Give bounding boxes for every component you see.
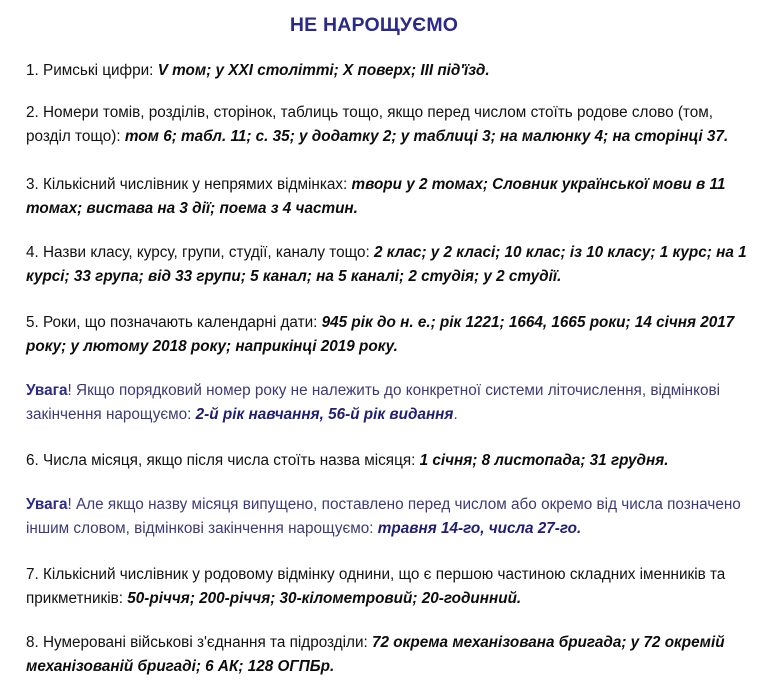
rule-item-5 [26, 311, 748, 358]
warning-examples: 2-й рік навчання, 56-й рік видання [195, 405, 454, 423]
warning-tail: . [453, 405, 458, 423]
rule-examples: 945 рік до н. е.; рік 1221; 1664, 1665 роки; 14 січня 2017 року; у лютому 2018 року; наприкінці 2019 року. [26, 314, 735, 355]
rule-examples: том 6; табл. 11; с. 35; у додатку 2; у таблиці 3; на малюнку 4; на сторінці 37. [124, 127, 729, 145]
rule-text: 2. Номери томів, розділів, сторінок, таблиць тощо, якщо перед числом стоїть родове слово (том, розділ тощо): [26, 104, 714, 145]
rule-item-3 [26, 173, 748, 220]
rule-examples: V том; у XXI столітті; X поверх; III під'їзд. [157, 62, 490, 79]
rule-text: 3. Кількісний числівник у непрямих відмінках: [26, 176, 352, 193]
warning-examples: травня 14-го, числа 27-го. [377, 519, 582, 537]
rule-examples: твори у 2 томах; Словник української мови в 11 томах; вистава на 3 дії; поема з 4 частин. [26, 176, 726, 217]
rule-examples: 50-річчя; 200-річчя; 30-кілометровий; 20-годинний. [127, 589, 522, 607]
rule-item-7 [26, 563, 748, 610]
rule-examples: 1 січня; 8 листопада; 31 грудня. [419, 452, 669, 469]
rule-text: 7. Кількісний числівник у родовому відмінку однини, що є першою частиною складних іменників та прикметників: [26, 566, 726, 607]
warning-text: ! Якщо порядковий номер року не належить до конкретної системи літочислення, відмінкові закінчення нарощуємо: [26, 382, 721, 423]
warning-label: Увага [26, 382, 68, 399]
rule-text: 1. Римські цифри: [26, 62, 158, 79]
warning-note-2 [26, 493, 748, 540]
page-title: НЕ НАРОЩУЄМО [289, 14, 459, 36]
rule-item-6 [26, 449, 748, 473]
rule-item-8 [26, 631, 748, 678]
warning-text: ! Але якщо назву місяця випущено, поставлено перед числом або окремо від числа позначено іншим словом, відмінкові закінчення нарощуємо: [26, 496, 741, 537]
rule-text: 5. Роки, що позначають календарні дати: [26, 314, 322, 331]
rule-text: 4. Назви класу, курсу, групи, студії, каналу тощо: [26, 244, 375, 261]
warning-note-1 [26, 379, 748, 426]
warning-label: Увага [26, 496, 68, 513]
rule-item-1 [26, 59, 748, 83]
rule-text: 8. Нумеровані військові з'єднання та підрозділи: [26, 634, 373, 651]
rule-item-4 [26, 241, 748, 288]
rule-text: 6. Числа місяця, якщо після числа стоїть назва місяця: [26, 452, 420, 469]
rule-item-2 [26, 101, 748, 148]
rule-examples: 72 окрема механізована бригада; у 72 окремій механізованій бригаді; 6 АК; 128 ОГПБр. [26, 634, 725, 675]
rule-examples: 2 клас; у 2 класі; 10 клас; із 10 класу; 1 курс; на 1 курсі; 33 група; від 33 групи; 5 канал; на 5 каналі; 2 студія; у 2 студії. [26, 244, 747, 285]
